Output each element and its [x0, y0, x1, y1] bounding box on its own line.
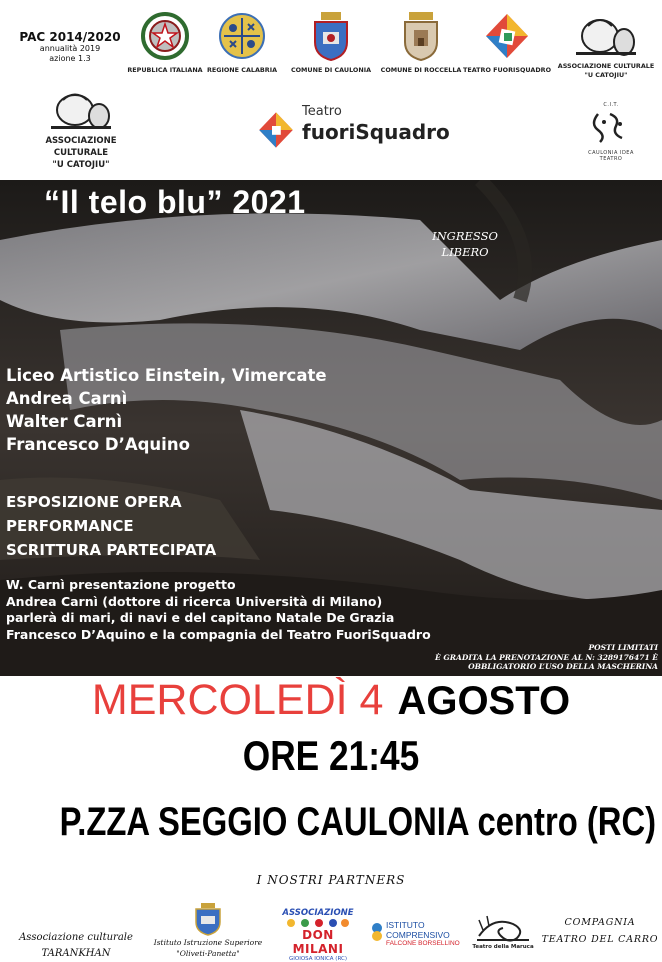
booking-notice — [435, 643, 658, 672]
posti-line: È GRADITA LA PRENOTAZIONE AL N: 3289176471 È — [435, 652, 658, 662]
catojiu-block — [36, 86, 126, 170]
donmilani-sub: GIOIOSA IONICA (RC) — [289, 956, 347, 962]
ingresso-line1: INGRESSO — [432, 229, 498, 243]
fuorisquadro-big: fuoriSquadro — [302, 120, 450, 144]
artist-item: Francesco D’Aquino — [6, 435, 190, 454]
iis-line1: Istituto Istruzione Superiore — [153, 938, 263, 947]
logo-caption-2: "U CATOJIU" — [584, 71, 628, 79]
carro-line1: COMPAGNIA — [564, 917, 636, 928]
catojiu-jars-icon — [574, 10, 638, 58]
pac-title: PAC 2014/2020 — [19, 30, 121, 44]
artists-list — [6, 364, 327, 456]
fuorisquadro-block — [256, 104, 456, 152]
tarankhan-line2: TARANKHAN — [41, 948, 111, 959]
event-title: “Il telo blu” 2021 — [44, 184, 306, 220]
fuorisquadro-mark-icon — [256, 108, 296, 152]
event-place: P.ZZA SEGGIO CAULONIA centro (RC) — [59, 800, 657, 844]
carro-line2: TEATRO DEL CARRO — [541, 934, 659, 945]
ic-line1: ISTITUTO COMPRENSIVO — [386, 920, 450, 940]
logo-caption: COMUNE DI ROCCELLA — [380, 66, 462, 74]
donmilani-top: ASSOCIAZIONE — [282, 908, 354, 918]
posti-line: POSTI LIMITATI — [588, 643, 658, 652]
calabria-crest-icon — [217, 10, 267, 62]
header — [0, 0, 662, 180]
partner-teatro-del-carro — [540, 914, 660, 948]
logo-caulonia — [286, 10, 376, 74]
logo-caption: REPUBLICA ITALIANA — [127, 66, 203, 74]
activity-item: ESPOSIZIONE OPERA — [6, 493, 182, 511]
posti-line: OBBLIGATORIO L’USO DELLA MASCHERINA — [468, 662, 658, 671]
logo-roccella — [376, 10, 466, 74]
partner-iis — [146, 902, 270, 958]
donmilani-name: DON MILANI — [292, 928, 344, 956]
cit-mask-icon — [586, 108, 636, 146]
partner-istituto-comprensivo — [370, 920, 466, 947]
cit-block — [578, 102, 644, 162]
logo-caption: ASSOCIAZIONE CULTURALE — [557, 62, 655, 70]
tarankhan-line1: Associazione culturale — [19, 932, 133, 943]
cit-bottom: CAULONIA IDEA TEATRO — [588, 150, 634, 162]
description-line: W. Carnì presentazione progetto — [6, 577, 236, 592]
logo-fuorisquadro — [462, 10, 552, 74]
donmilani-children-icon — [283, 918, 353, 928]
logo-calabria — [197, 10, 287, 74]
artist-item: Andrea Carnì — [6, 389, 128, 408]
activities-list — [6, 490, 216, 562]
roccella-crest-icon — [399, 10, 443, 62]
catojiu-line3: "U CATOJIU" — [52, 160, 110, 170]
description-block — [6, 577, 431, 643]
ic-line2: FALCONE BORSELLINO — [386, 940, 460, 947]
date-month: AGOSTO — [397, 679, 571, 723]
date-day: MERCOLEDÌ 4 — [91, 676, 384, 724]
catojiu-jars-icon — [49, 86, 113, 130]
event-date — [0, 676, 662, 725]
partner-maruca — [466, 910, 540, 950]
ingresso-line2: LIBERO — [441, 245, 489, 259]
description-line: Andrea Carnì (dottore di ricerca Università di Milano) — [6, 593, 383, 609]
ingresso-libero — [410, 228, 520, 260]
iis-line2: "Oliveti-Panetta" — [176, 949, 240, 958]
italian-emblem-icon — [140, 10, 190, 62]
ic-logo-icon — [370, 922, 384, 942]
iis-crest-icon — [191, 902, 225, 936]
description-line: parlerà di mari, di navi e del capitano Natale De Grazia — [6, 610, 395, 625]
logo-catojiu — [554, 10, 658, 79]
catojiu-line2: CULTURALE — [53, 148, 109, 158]
artist-item: Walter Carnì — [6, 412, 123, 431]
logo-caption: REGIONE CALABRIA — [206, 66, 278, 74]
pac-line1: annualità 2019 — [39, 44, 101, 53]
activity-item: SCRITTURA PARTECIPATA — [6, 541, 217, 559]
partner-donmilani — [276, 908, 360, 962]
partner-tarankhan — [8, 930, 144, 962]
catojiu-line1: ASSOCIAZIONE — [45, 136, 117, 146]
description-line: Francesco D’Aquino e la compagnia del Teatro FuoriSquadro — [6, 626, 431, 642]
partners-title: I NOSTRI PARTNERS — [256, 873, 406, 887]
pac-label — [14, 30, 126, 64]
artist-item: Liceo Artistico Einstein, Vimercate — [6, 366, 327, 385]
logo-caption: COMUNE DI CAULONIA — [290, 66, 372, 74]
maruca-snail-icon — [473, 910, 533, 944]
cit-top: C.I.T. — [603, 102, 619, 108]
caulonia-crest-icon — [309, 10, 353, 62]
event-time: ORE 21:45 — [242, 732, 420, 779]
fuorisquadro-small: Teatro — [302, 104, 342, 119]
maruca-caption: Teatro della Maruca — [472, 944, 534, 950]
logo-caption: TEATRO FUORISQUADRO — [462, 66, 552, 74]
pac-line2: azione 1.3 — [49, 54, 91, 63]
fuorisquadro-mark-icon — [482, 10, 532, 62]
activity-item: PERFORMANCE — [6, 517, 134, 535]
